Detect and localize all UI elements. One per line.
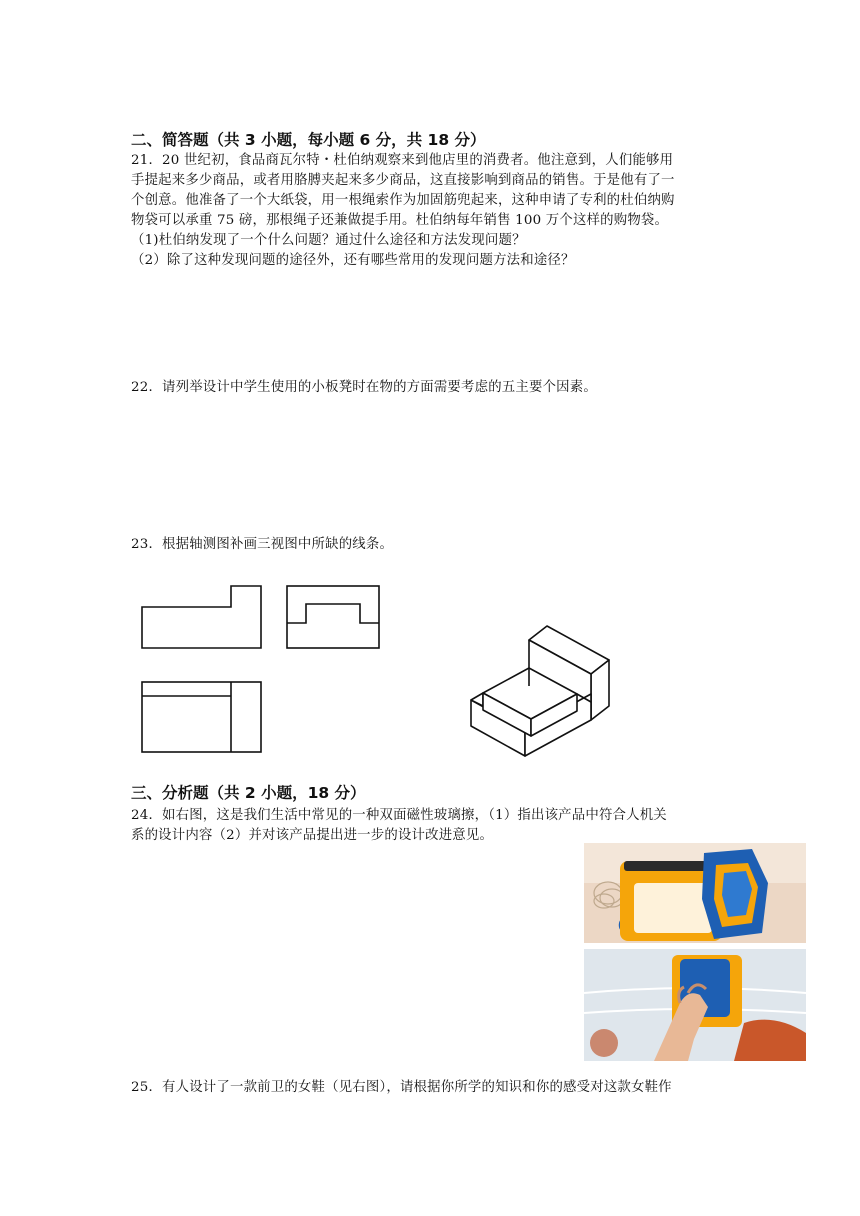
q21-line: 21．20 世纪初，食品商瓦尔特・杜伯纳观察来到他店里的消费者。他注意到，人们能够用: [131, 153, 674, 168]
wiper-photo-illustration: [584, 843, 806, 1061]
section-2-heading: 二、简答题（共 3 小题，每小题 6 分，共 18 分）: [131, 131, 486, 149]
q21-line: 手提起来多少商品，或者用胳膊夹起来多少商品，这直接影响到商品的销售。于是他有了一: [131, 173, 675, 188]
question-22: 22．请列举设计中学生使用的小板凳时在物的方面需要考虑的五主要个因素。: [131, 380, 597, 395]
magnetic-glass-wiper-photo: [584, 843, 806, 1061]
top-view: [142, 682, 261, 752]
question-23: 23．根据轴测图补画三视图中所缺的线条。: [131, 537, 394, 552]
q21-subquestion-1: （1)杜伯纳发现了一个什么问题？通过什么途径和方法发现问题？: [131, 233, 526, 248]
question-25: 25．有人设计了一款前卫的女鞋（见右图），请根据你所学的知识和你的感受对这款女鞋作: [131, 1080, 672, 1095]
q24-line: 系的设计内容（2）并对该产品提出进一步的设计改进意见。: [131, 828, 494, 843]
question-21: [131, 151, 675, 271]
section-3-heading: 三、分析题（共 2 小题，18 分）: [131, 784, 366, 802]
question-24: [131, 806, 667, 846]
three-view-drawing: [135, 580, 395, 760]
side-view: [287, 586, 379, 648]
isometric-drawing: [465, 620, 615, 770]
q24-line: 24．如右图，这是我们生活中常见的一种双面磁性玻璃擦，（1）指出该产品中符合人机关: [131, 808, 667, 823]
q21-line: 个创意。他准备了一个大纸袋，用一根绳索作为加固筋兜起来，这种申请了专利的杜伯纳购: [131, 193, 675, 208]
front-view: [142, 586, 261, 648]
q21-line: 物袋可以承重 75 磅，那根绳子还兼做提手用。杜伯纳每年销售 100 万个这样的购物袋。: [131, 213, 669, 228]
q21-subquestion-2: （2）除了这种发现问题的途径外，还有哪些常用的发现问题方法和途径？: [131, 253, 575, 268]
